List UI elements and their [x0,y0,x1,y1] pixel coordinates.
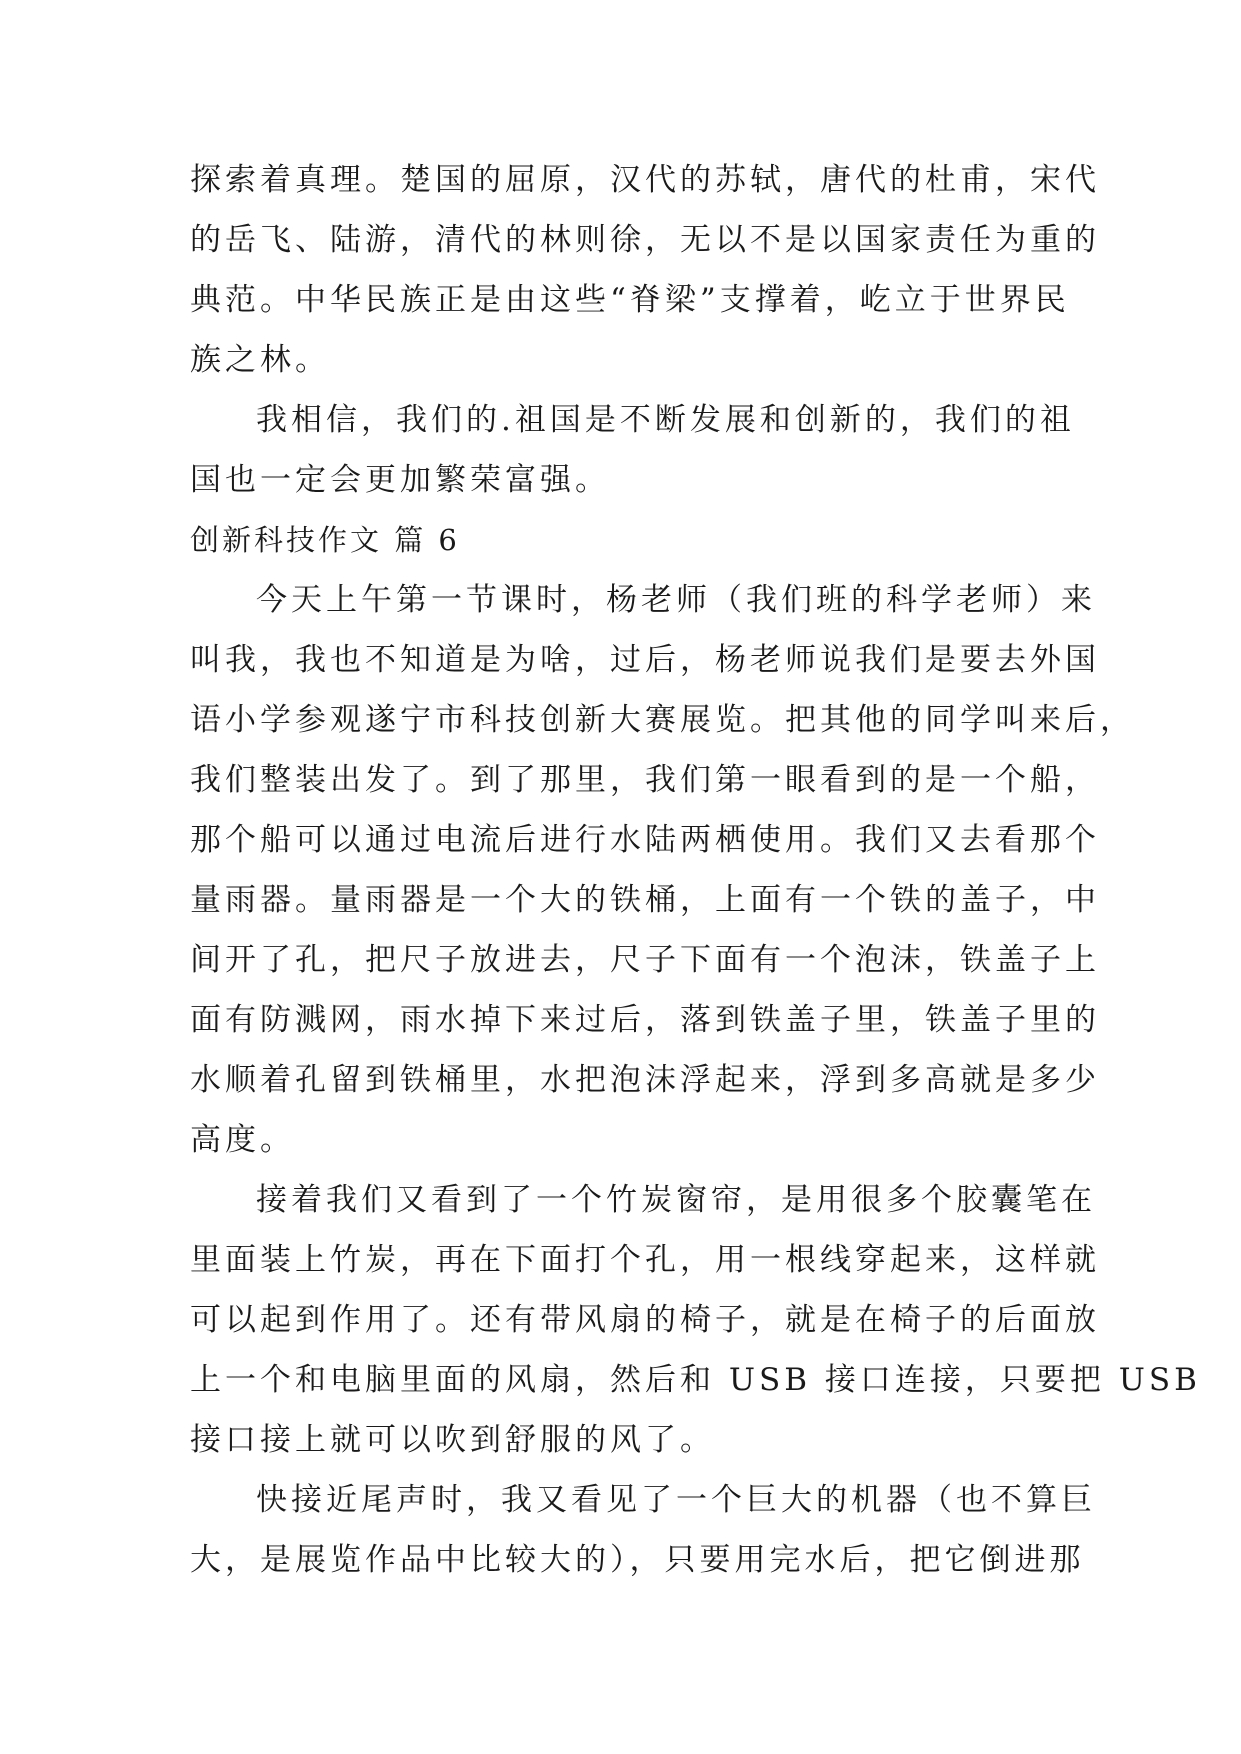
text-line: 探索着真理。楚国的屈原，汉代的苏轼，唐代的杜甫，宋代 [190,162,1100,198]
text-line: 今天上午第一节课时，杨老师（我们班的科学老师）来 [256,582,1096,618]
text-line: 那个船可以通过电流后进行水陆两栖使用。我们又去看那个 [190,822,1100,858]
section-heading: 创新科技作文 篇 6 [190,523,460,557]
text-line: 的岳飞、陆游，清代的林则徐，无以不是以国家责任为重的 [190,222,1100,258]
text-line: 我相信，我们的.祖国是不断发展和创新的，我们的祖 [256,402,1075,438]
text-line: 接口接上就可以吹到舒服的风了。 [190,1422,715,1458]
document-page [190,150,1201,1590]
text-line: 我们整装出发了。到了那里，我们第一眼看到的是一个船， [190,762,1100,798]
text-line: 叫我，我也不知道是为啥，过后，杨老师说我们是要去外国 [190,642,1100,678]
text-line: 大，是展览作品中比较大的），只要用完水后，把它倒进那 [190,1542,1085,1578]
text-line: 间开了孔，把尺子放进去，尺子下面有一个泡沫，铁盖子上 [190,942,1100,978]
text-line: 国也一定会更加繁荣富强。 [190,462,610,498]
text-line: 典范。中华民族正是由这些“脊梁”支撑着，屹立于世界民 [190,282,1070,318]
text-line: 高度。 [190,1122,295,1158]
text-line: 面有防溅网，雨水掉下来过后，落到铁盖子里，铁盖子里的 [190,1002,1100,1038]
text-line: 里面装上竹炭，再在下面打个孔，用一根线穿起来，这样就 [190,1242,1100,1278]
text-line: 族之林。 [190,342,330,378]
text-line: 量雨器。量雨器是一个大的铁桶，上面有一个铁的盖子，中 [190,882,1100,918]
text-line: 接着我们又看到了一个竹炭窗帘，是用很多个胶囊笔在 [256,1182,1096,1218]
text-line: 快接近尾声时，我又看见了一个巨大的机器（也不算巨 [256,1482,1096,1518]
text-line: 语小学参观遂宁市科技创新大赛展览。把其他的同学叫来后， [190,702,1135,738]
text-line: 水顺着孔留到铁桶里，水把泡沫浮起来，浮到多高就是多少 [190,1062,1100,1098]
text-line: 上一个和电脑里面的风扇，然后和 USB 接口连接，只要把 USB [190,1362,1201,1398]
text-line: 可以起到作用了。还有带风扇的椅子，就是在椅子的后面放 [190,1302,1100,1338]
